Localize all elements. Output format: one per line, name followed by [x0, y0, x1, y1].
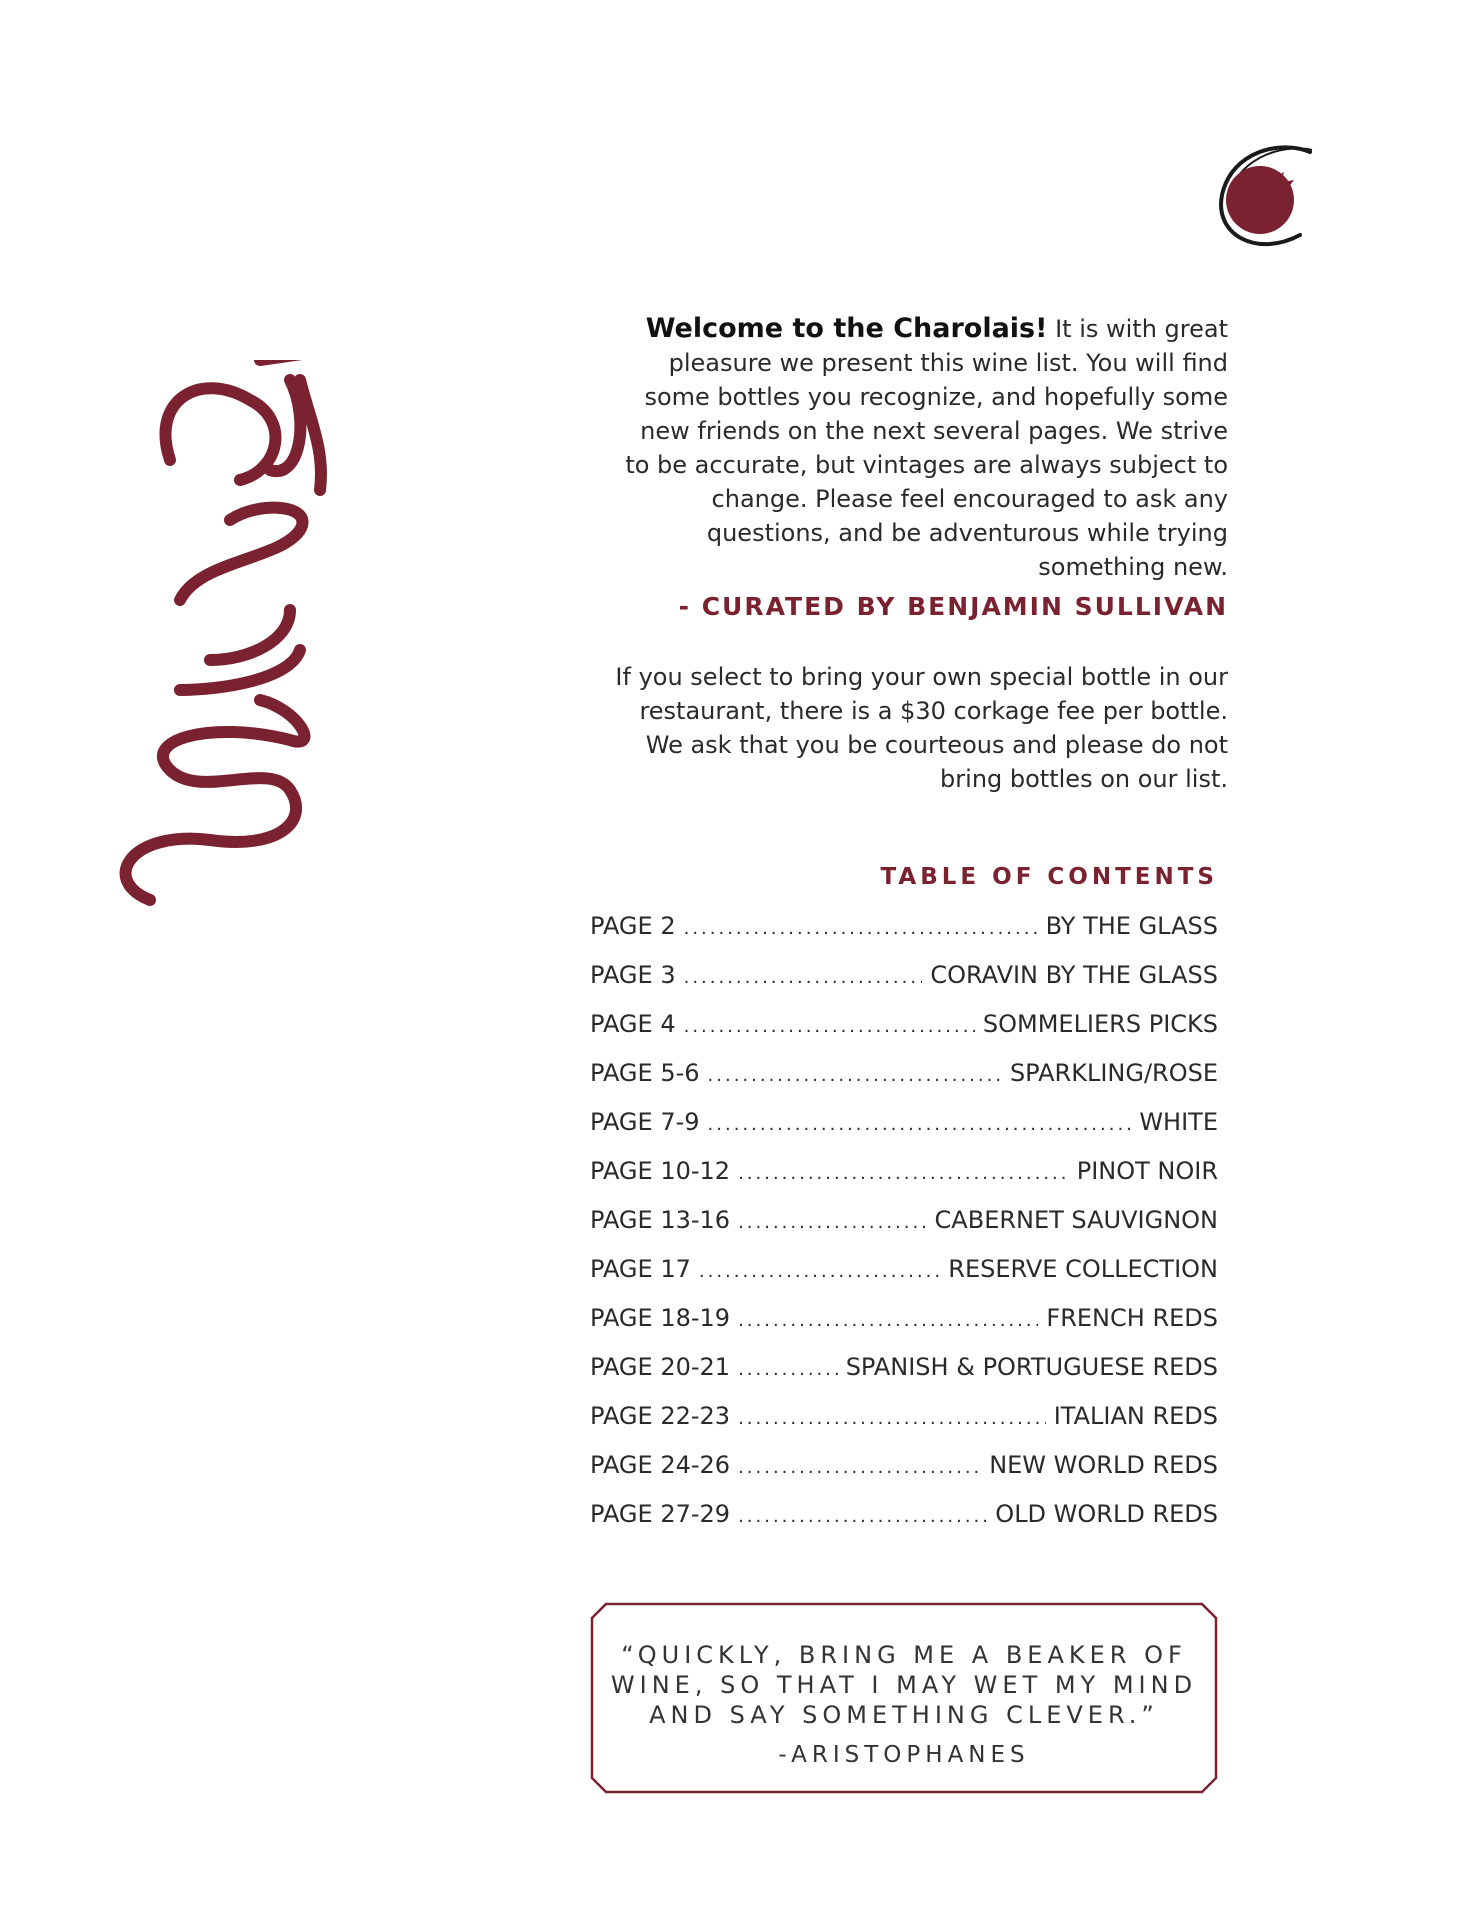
toc-item [590, 1108, 1218, 1157]
toc-page: PAGE 13-16 [590, 1206, 731, 1234]
dot-leader [738, 1457, 981, 1478]
dot-leader [738, 1163, 1069, 1184]
toc-item [590, 1304, 1218, 1353]
toc-page: PAGE 20-21 [590, 1353, 731, 1381]
toc-item [590, 1451, 1218, 1500]
dot-leader [708, 1065, 1002, 1086]
toc-page: PAGE 18-19 [590, 1304, 731, 1332]
quote-author: -ARISTOPHANES [778, 1742, 1030, 1768]
toc-page: PAGE 17 [590, 1255, 691, 1283]
toc-item [590, 1255, 1218, 1304]
welcome-heading: Welcome to the Charolais! [645, 313, 1048, 344]
intro-body: It is with great pleasure we present this wine list. You will find some bottles you recognize, and hopefully some new friends on the next several pages. We strive to be accurate, but vintages are always subject to change. Please feel encouraged to ask any questions, and be adventurous while trying something new. [625, 315, 1228, 581]
toc-section: RESERVE COLLECTION [948, 1255, 1218, 1283]
wine-list-script-title [60, 360, 360, 920]
toc-section: CABERNET SAUVIGNON [934, 1206, 1218, 1234]
toc-section: ITALIAN REDS [1053, 1402, 1218, 1430]
toc-item [590, 1206, 1218, 1255]
dot-leader [738, 1359, 838, 1380]
table-of-contents [590, 912, 1218, 1549]
dot-leader [738, 1408, 1046, 1429]
toc-item [590, 912, 1218, 961]
toc-item [590, 961, 1218, 1010]
toc-section: SOMMELIERS PICKS [982, 1010, 1218, 1038]
dot-leader [684, 967, 923, 988]
dot-leader [699, 1261, 940, 1282]
dot-leader [738, 1212, 926, 1233]
toc-page: PAGE 10-12 [590, 1157, 731, 1185]
toc-page: PAGE 24-26 [590, 1451, 731, 1479]
toc-section: PINOT NOIR [1076, 1157, 1218, 1185]
toc-item [590, 1402, 1218, 1451]
toc-item [590, 1010, 1218, 1059]
corkage-policy: If you select to bring your own special bottle in our restaurant, there is a $30 corkage fee per bottle. We ask that you be courteous and please do not bring bottles on our list. [615, 663, 1228, 793]
toc-section: FRENCH REDS [1046, 1304, 1218, 1332]
dot-leader [738, 1310, 1038, 1331]
toc-page: PAGE 7-9 [590, 1108, 700, 1136]
dot-leader [684, 918, 1038, 939]
toc-section: WHITE [1139, 1108, 1218, 1136]
toc-section: CORAVIN BY THE GLASS [930, 961, 1218, 989]
toc-page: PAGE 5-6 [590, 1059, 700, 1087]
toc-section: OLD WORLD REDS [995, 1500, 1218, 1528]
dot-leader [708, 1114, 1132, 1135]
toc-page: PAGE 2 [590, 912, 676, 940]
toc-item [590, 1353, 1218, 1402]
toc-item [590, 1059, 1218, 1108]
curator-credit: - CURATED BY BENJAMIN SULLIVAN [678, 592, 1228, 621]
toc-heading: TABLE OF CONTENTS [880, 864, 1218, 890]
toc-section: NEW WORLD REDS [989, 1451, 1218, 1479]
toc-item [590, 1157, 1218, 1206]
quote-line: “QUICKLY, BRING ME A BEAKER OF [621, 1641, 1187, 1669]
quote-line: WINE, SO THAT I MAY WET MY MIND [610, 1671, 1198, 1699]
toc-section: BY THE GLASS [1045, 912, 1218, 940]
toc-section: SPARKLING/ROSE [1009, 1059, 1218, 1087]
quote-line: AND SAY SOMETHING CLEVER.” [649, 1701, 1159, 1729]
toc-page: PAGE 4 [590, 1010, 676, 1038]
bull-in-c-logo-icon [1212, 140, 1322, 255]
intro-paragraph [610, 312, 1228, 584]
toc-page: PAGE 22-23 [590, 1402, 731, 1430]
quote-box [590, 1602, 1218, 1794]
toc-page: PAGE 27-29 [590, 1500, 731, 1528]
toc-section: SPANISH & PORTUGUESE REDS [845, 1353, 1218, 1381]
quote-text [610, 1640, 1198, 1730]
toc-item [590, 1500, 1218, 1549]
dot-leader [738, 1506, 987, 1527]
dot-leader [684, 1016, 975, 1037]
toc-page: PAGE 3 [590, 961, 676, 989]
